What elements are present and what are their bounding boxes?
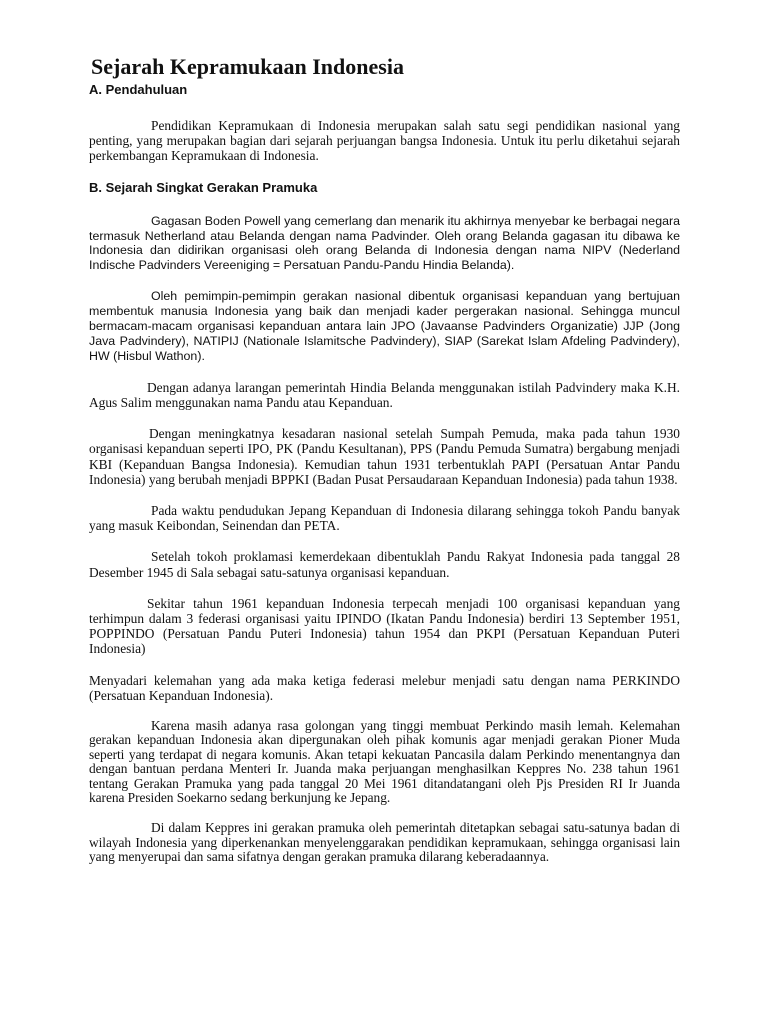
paragraph: Oleh pemimpin-pemimpin gerakan nasional dibentuk organisasi kepanduan yang bertujuan membentuk manusia Indonesia yang baik dan menjadi kader pergerakan nasional. Sehingga muncul bermacam-macam organisasi kepanduan antara lain JPO (Javaanse Padvinders Organizatie) JJP (Jong Java Padvindery), NATIPIJ (Nationale Islamitsche Padvindery), SIAP (Sarekat Islam Afdeling Padvindery), HW (Hisbul Wathon).	[89, 289, 680, 363]
paragraph: Dengan adanya larangan pemerintah Hindia Belanda menggunakan istilah Padvindery maka K.H. Agus Salim menggunakan nama Pandu atau Kepanduan.	[89, 379, 680, 410]
paragraph: Menyadari kelemahan yang ada maka ketiga federasi melebur menjadi satu dengan nama PERKINDO (Persatuan Kepanduan Indonesia).	[89, 672, 680, 703]
section-heading-sejarah-singkat: B. Sejarah Singkat Gerakan Pramuka	[89, 179, 318, 195]
paragraph: Dengan meningkatnya kesadaran nasional setelah Sumpah Pemuda, maka pada tahun 1930 organisasi kepanduan seperti IPO, PK (Pandu Kesultanan), PPS (Pandu Pemuda Sumatra) bergabung menjadi KBI (Kepanduan Bangsa Indonesia). Kemudian tahun 1931 terbentuklah PAPI (Persatuan Antar Pandu Indonesia) yang berubah menjadi BPPKI (Badan Pusat Persaudaraan Kepanduan Indonesia) pada tahun 1938.	[89, 426, 680, 487]
paragraph: Gagasan Boden Powell yang cemerlang dan menarik itu akhirnya menyebar ke berbagai negara termasuk Netherland atau Belanda dengan nama Padvinder. Oleh orang Belanda gagasan itu dibawa ke Indonesia dan didirikan organisasi oleh orang Belanda di Indonesia dengan nama NIPV (Nederland Indische Padvinders Vereeniging = Persatuan Pandu-Pandu Hindia Belanda).	[89, 213, 680, 273]
paragraph: Setelah tokoh proklamasi kemerdekaan dibentuklah Pandu Rakyat Indonesia pada tanggal 28 Desember 1945 di Sala sebagai satu-satunya organisasi kepanduan.	[89, 549, 680, 580]
paragraph: Pendidikan Kepramukaan di Indonesia merupakan salah satu segi pendidikan nasional yang penting, yang merupakan bagian dari sejarah perjuangan bangsa Indonesia. Untuk itu perlu diketahui sejarah perkembangan Kepramukaan di Indonesia.	[89, 118, 680, 164]
paragraph: Di dalam Keppres ini gerakan pramuka oleh pemerintah ditetapkan sebagai satu-satunya badan di wilayah Indonesia yang diperkenankan menyelenggarakan pendidikan kepramukaan, sehingga organisasi lain yang menyerupai dan sama sifatnya dengan gerakan pramuka dilarang keberadaannya.	[89, 820, 680, 865]
paragraph: Pada waktu pendudukan Jepang Kepanduan di Indonesia dilarang sehingga tokoh Pandu banyak yang masuk Keibondan, Seinendan dan PETA.	[89, 502, 680, 534]
document-title: Sejarah Kepramukaan Indonesia	[91, 54, 404, 79]
document-page	[89, 54, 680, 881]
paragraph: Sekitar tahun 1961 kepanduan Indonesia terpecah menjadi 100 organisasi kepanduan yang terhimpun dalam 3 federasi organisasi yaitu IPINDO (Ikatan Pandu Indonesia) berdiri 13 September 1951, POPPINDO (Persatuan Pandu Puteri Indonesia) tahun 1954 dan PKPI (Persatuan Kepanduan Puteri Indonesia)	[89, 595, 680, 657]
section-heading-pendahuluan: A. Pendahuluan	[89, 82, 188, 97]
paragraph: Karena masih adanya rasa golongan yang tinggi membuat Perkindo masih lemah. Kelemahan gerakan kepanduan Indonesia akan dipergunakan oleh pihak komunis agar menjadi gerakan Pioner Muda seperti yang terdapat di negara komunis. Akan tetapi kekuatan Pancasila dalam Perkindo menentangnya dan dengan bantuan perdana Menteri Ir. Juanda maka perjuangan menghasilkan Keppres No. 238 tahun 1961 tentang Gerakan Pramuka yang pada tanggal 20 Mei 1961 ditandatangani oleh Pjs Presiden RI Ir Juanda karena Presiden Soekarno sedang berkunjung ke Jepang.	[89, 718, 680, 806]
